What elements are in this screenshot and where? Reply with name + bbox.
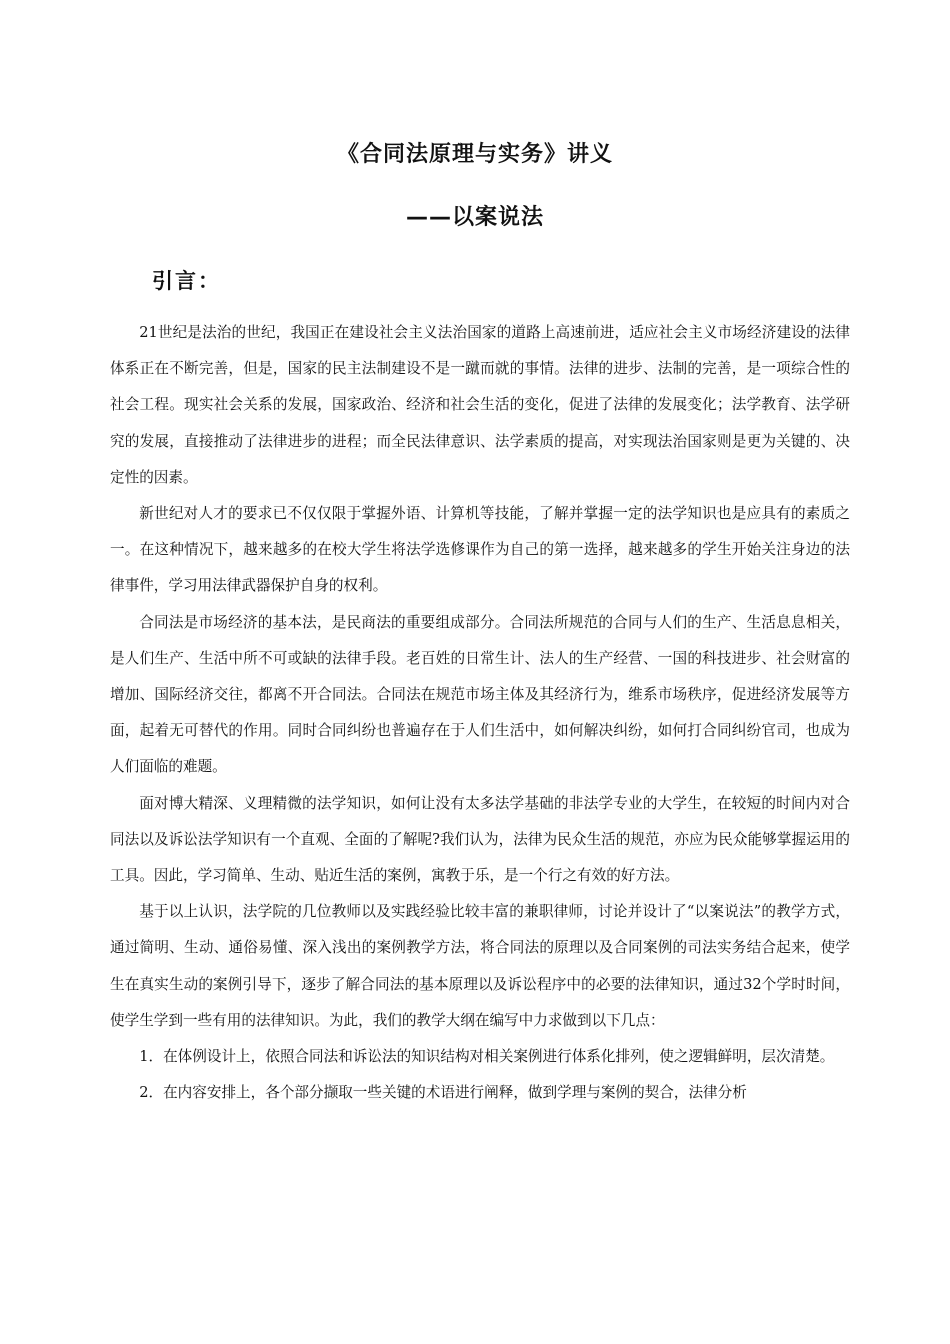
paragraph: 新世纪对人才的要求已不仅仅限于掌握外语、计算机等技能，了解并掌握一定的法学知识也是应具有的素质之一。在这种情况下，越来越多的在校大学生将法学选修课作为自己的第一选择，越来越多的学生开始关注身边的法律事件，学习用法律武器保护自身的权利。 xyxy=(110,505,850,595)
paragraph: 面对博大精深、义理精微的法学知识，如何让没有太多法学基础的非法学专业的大学生，在较短的时间内对合同法以及诉讼法学知识有一个直观、全面的了解呢?我们认为，法律为民众生活的规范，亦应为民众能够掌握运用的工具。因此，学习简单、生动、贴近生活的案例，寓教于乐，是一个行之有效的好方法。 xyxy=(110,794,850,885)
section-heading-introduction: 引言： xyxy=(152,269,221,293)
list-item: 2．在内容安排上，各个部分撷取一些关键的术语进行阐释，做到学理与案例的契合，法律分析 xyxy=(139,1084,747,1102)
paragraph: 合同法是市场经济的基本法，是民商法的重要组成部分。合同法所规范的合同与人们的生产、生活息息相关，是人们生产、生活中所不可或缺的法律手段。老百姓的日常生计、法人的生产经营、一国的科技进步、社会财富的增加、国际经济交往，都离不开合同法。合同法在规范市场主体及其经济行为，维系市场秩序，促进经济发展等方面，起着无可替代的作用。同时合同纠纷也普遍存在于人们生活中，如何解决纠纷，如何打合同纠纷官司，也成为人们面临的难题。 xyxy=(110,613,850,776)
document-subtitle: ——以案说法 xyxy=(405,205,544,230)
document-body xyxy=(110,315,850,1111)
paragraph: 基于以上认识，法学院的几位教师以及实践经验比较丰富的兼职律师，讨论并设计了“以案说法”的教学方式，通过简明、生动、通俗易懂、深入浅出的案例教学方法，将合同法的原理以及合同案例的司法实务结合起来，使学生在真实生动的案例引导下，逐步了解合同法的基本原理以及诉讼程序中的必要的法律知识，通过32个学时时间，使学生学到一些有用的法律知识。为此，我们的教学大纲在编写中力求做到以下几点： xyxy=(110,903,850,1029)
list-item: 1．在体例设计上，依照合同法和诉讼法的知识结构对相关案例进行体系化排列，使之逻辑鲜明，层次清楚。 xyxy=(139,1048,835,1066)
document-title: 《合同法原理与实务》讲义 xyxy=(336,142,613,167)
paragraph: 21世纪是法治的世纪，我国正在建设社会主义法治国家的道路上高速前进，适应社会主义市场经济建设的法律体系正在不断完善，但是，国家的民主法制建设不是一蹴而就的事情。法律的进步、法制的完善，是一项综合性的社会工程。现实社会关系的发展，国家政治、经济和社会生活的变化，促进了法律的发展变化；法学教育、法学研究的发展，直接推动了法律进步的进程；而全民法律意识、法学素质的提高，对实现法治国家则是更为关键的、决定性的因素。 xyxy=(110,324,850,486)
